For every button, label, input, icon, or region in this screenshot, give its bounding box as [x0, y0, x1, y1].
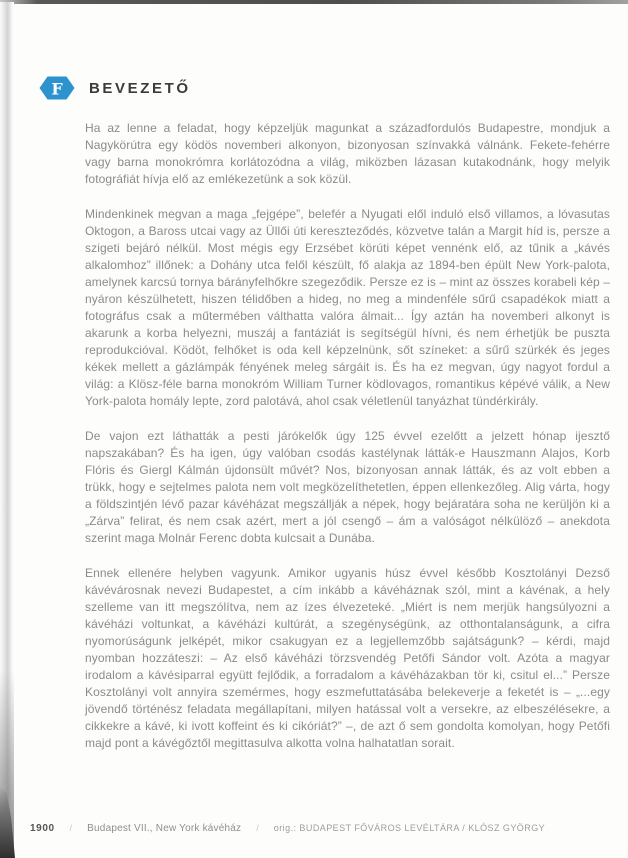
photo-year: 1900	[30, 823, 55, 834]
chapter-header	[39, 76, 191, 100]
paragraph-2: Mindenkinek megvan a maga „fejgépe”, belefér a Nyugati elől induló első villamos, a lóvasutas Oktogon, a Baross utcai vagy az Üllői úti kereszteződés, közvetve talán a Margit híd is, persze a szigeti bejáró nélkül. Most mégis egy Erzsébet körúti képet vennénk elő, az tűnik a „kávés alkalomhoz” illőnek: a Dohány utca felől készült, fő alakja az 1894-ben épült New York-palota, amelynek karcsú tornya bárányfelhőkre szegeződik. Persze ez is – mint az összes korabeli kép – nyáron készülhetett, hiszen télidőben a hideg, no meg a mindenféle sűrű csapadékok miatt a fotográfus csak a műtermében válthatta valóra álmait... Így aztán ha novemberi alkonyt is akarunk a korba helyezni, muszáj a fantáziát is segítségül hívni, és nem érhetjük be puszta reprodukcióval. Ködöt, felhőket is oda kell képzelnünk, sőt színeket: a sűrű szürkék és jeges kékek mellett a gázlámpák fényének meleg sárgáit is. És ha ez megvan, úgy nagyot fordul a világ: a Klösz-féle barna monokróm William Turner ködlovagos, romantikus képévé válik, a New York-palota homály lepte, zord palotává, ahol csak véletlenül tanyázhat tündérkirály.	[85, 207, 610, 408]
fortepan-logo-icon	[39, 76, 75, 100]
chapter-title: BEVEZETŐ	[89, 79, 191, 97]
footer-separator: /	[256, 823, 259, 833]
article-body	[85, 120, 610, 770]
footer-separator: /	[69, 823, 73, 833]
scan-left-edge	[0, 2, 14, 858]
paragraph-1: Ha az lenne a feladat, hogy képzeljük magunkat a századfordulós Budapestre, mondjuk a Nagykörútra egy ködös novemberi alkonyon, bizonyosan színvakká válnánk. Fekete-fehérre vagy barna monokrómra korlátozódna a világ, miközben lázasan kutakodnánk, hogy melyik fotográfiát hívja elő az emlékezetünk a sok közül.	[85, 121, 610, 186]
photo-credit: orig.: BUDAPEST FŐVÁROS LEVÉLTÁRA / KLÓSZ GYÖRGY	[273, 823, 546, 833]
scan-top-edge	[0, 0, 628, 4]
paragraph-4: Ennek ellenére helyben vagyunk. Amikor ugyanis húsz évvel később Kosztolányi Dezső kávévárosnak nevezi Budapestet, a cím inkább a kávéháznak szól, mint a kávénak, a hely szelleme van itt megszólítva, nem az ízes élvezeteké. „Miért is nem merjük hangsúlyozni a kávéházi voltunkat, a kávéházi kultúrát, a szegénységünk, az otthontalanságunk, a cifra nyomorúságunk jelképét, mikor csakugyan ez a legjellemzőbb sajátságunk? – kérdi, majd nyomban hozzáteszi: – Az első kávéházi törzsvendég Petőfi Sándor volt. Azóta a magyar irodalom a kávésiparral együtt fejlődik, a forradalom a kávéházakban tör ki, csitul el...” Persze Kosztolányi volt annyira szemérmes, hogy eszmefuttatásába belekeverje a feketét is – „...egy jövendő történész feladata megállapítani, milyen hatással volt a versekre, az elbeszélésekre, a cikkekre a kávé, ki ivott koffeint és ki cikóriát?” –, de azt ő sem gondolta komolyan, hogy Petőfi majd pont a kávégőztől megittasulva alkotta volna halhatatlan sorait.	[85, 566, 610, 750]
photo-caption-footer	[30, 823, 610, 834]
photo-caption: Budapest VII., New York kávéház	[87, 823, 242, 834]
logo-letter: F	[51, 79, 63, 99]
paragraph-3: De vajon ezt láthatták a pesti járókelők úgy 125 évvel ezelőtt a jelzett hónap ijesztő napszakában? És ha igen, úgy valóban csodás kastélynak látták-e Hauszmann Alajos, Korb Flóris és Giergl Kálmán újdonsült művét? Nos, bizonyosan annak látták, és az volt ebben a trükk, hogy e sejtelmes palota nem volt megközelíthetetlen, éppen ellenkezőleg. Alig várta, hogy a földszintjén lévő pazar kávéházat megszállják a népek, hogy bejáratára soha ne kerüljön ki a „Zárva” felirat, és nem csak azért, mert a jól csengő – ám a valóságot nélkülöző – anekdota szerint maga Molnár Ferenc dobta kulcsait a Dunába.	[85, 429, 610, 545]
